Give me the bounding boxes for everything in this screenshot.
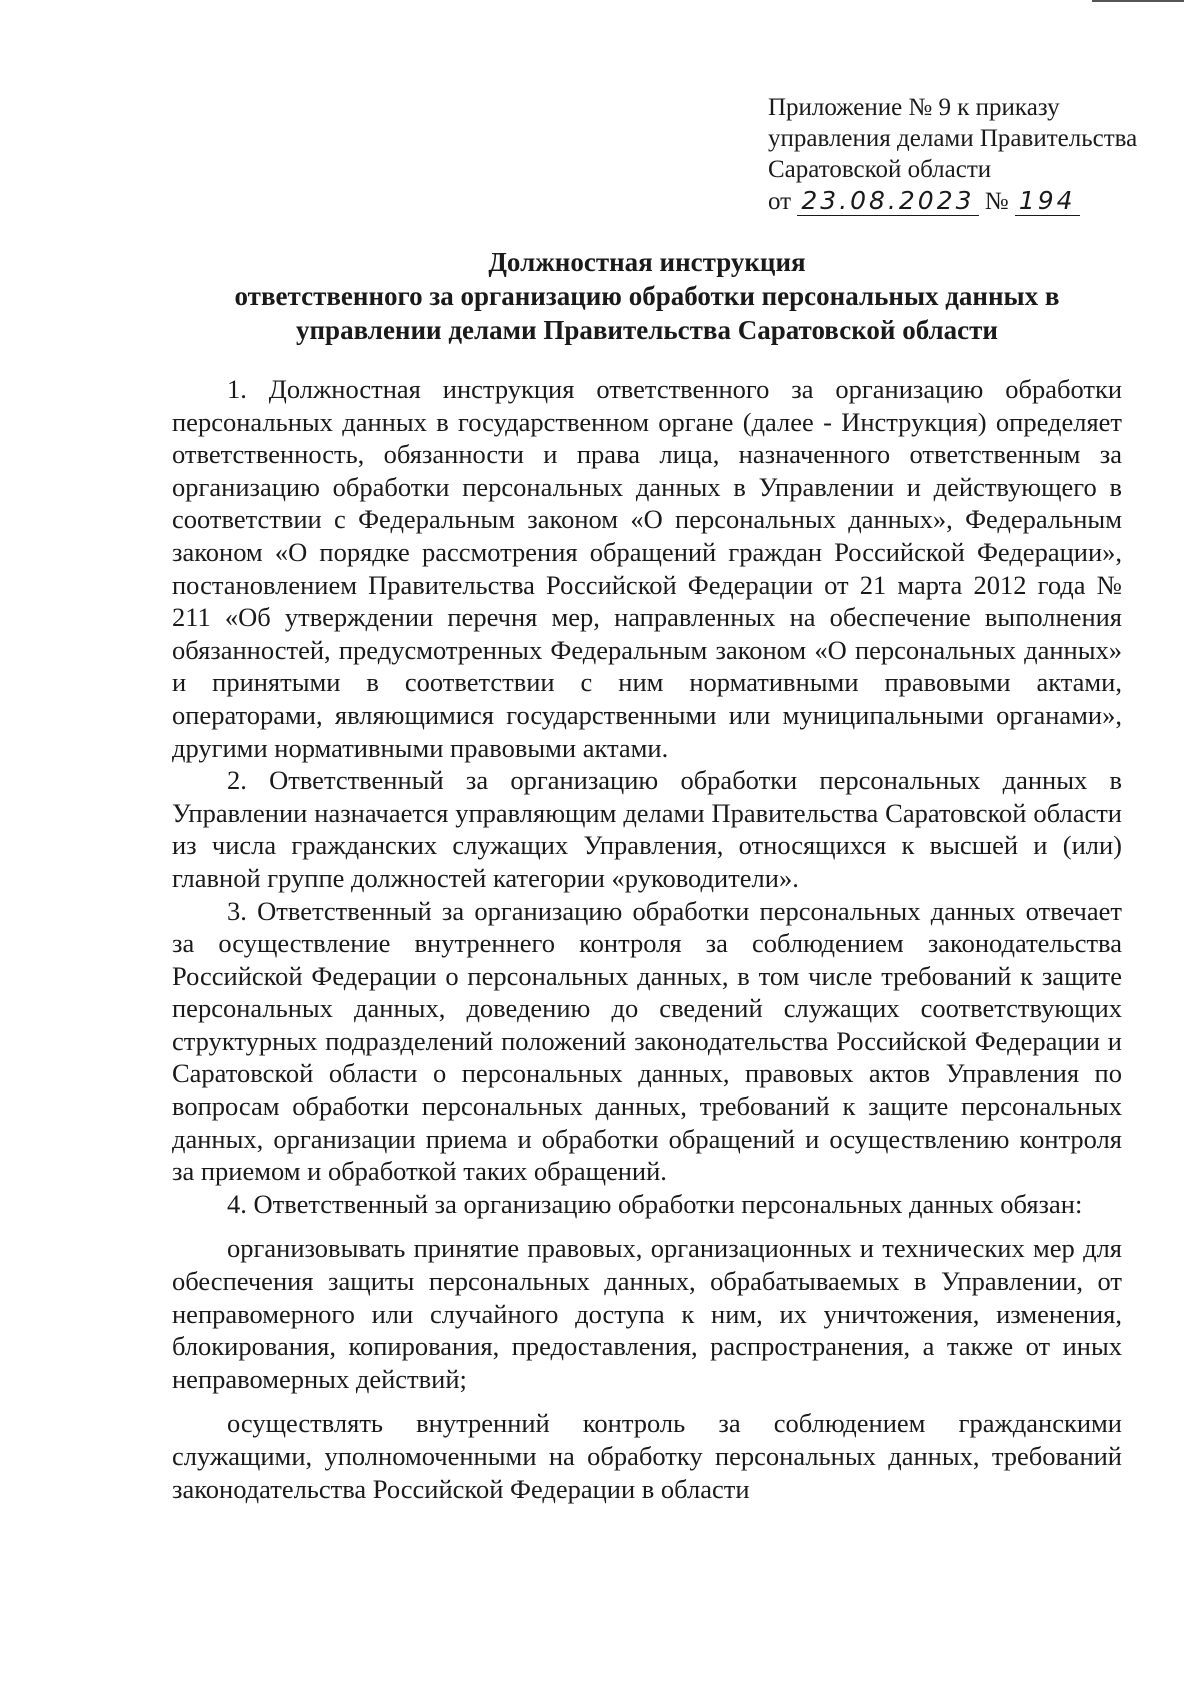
approval-line-2: управления делами Правительства — [768, 125, 1138, 152]
approval-line-1: Приложение № 9 к приказу — [768, 94, 1060, 121]
scan-edge-line — [1092, 0, 1184, 2]
handwritten-date: 23.08.2023 — [797, 186, 978, 216]
handwritten-number: 194 — [1015, 186, 1080, 216]
paragraph-6: осуществлять внутренний контроль за соблюдением гражданскими служащими, уполномоченными на обработку персональных данных, требований законодательства Российской Федерации в области — [172, 1408, 1122, 1504]
approval-line-3: Саратовской области — [768, 156, 992, 183]
approval-date-line — [768, 185, 1148, 217]
paragraph-2: 2. Ответственный за организацию обработки персональных данных в Управлении назначается управляющим делами Правительства Саратовской области из числа гражданских служащих Управления, относящихся к высшей и (или) главной группе должностей категории «руководители». — [172, 765, 1122, 893]
paragraph-3: 3. Ответственный за организацию обработки персональных данных отвечает за осуществление внутреннего контроля за соблюдением законодательства Российской Федерации о персональных данных, в том числе требований к защите персональных данных, доведению до сведений служащих соответствующих структурных подразделений положений законодательства Российской Федерации и Саратовской области о персональных данных, правовых актов Управления по вопросам обработки персональных данных, требований к защите персональных данных, организации приема и обработки обращений и осуществлению контроля за приемом и обработкой таких обращений. — [172, 895, 1122, 1187]
paragraph-4: 4. Ответственный за организацию обработки персональных данных обязан: — [227, 1188, 1083, 1219]
document-title — [172, 245, 1122, 347]
title-line-1: Должностная инструкция — [488, 247, 806, 277]
document-body — [172, 373, 1122, 1505]
date-prefix: от — [768, 188, 792, 215]
title-line-3: управлении делами Правительства Саратовской области — [296, 315, 998, 345]
paragraph-1: 1. Должностная инструкция ответственного за организацию обработки персональных данных в государственном органе (далее - Инструкция) определяет ответственность, обязанности и права лица, назначенного ответственным за организацию обработки персональных данных в Управлении и действующего в соответствии с Федеральным законом «О персональных данных», Федеральным законом «О порядке рассмотрения обращений граждан Российской Федерации», постановлением Правительства Российской Федерации от 21 марта 2012 года № 211 «Об утверждении перечня мер, направленных на обеспечение выполнения обязанностей, предусмотренных Федеральным законом «О персональных данных» и принятыми в соответствии с ним нормативными правовыми актами, операторами, являющимися государственными или муниципальными органами», другими нормативными правовыми актами. — [172, 374, 1122, 763]
approval-header-block — [768, 92, 1148, 217]
title-line-2: ответственного за организацию обработки персональных данных в — [234, 281, 1060, 311]
number-prefix: № — [984, 188, 1009, 215]
paragraph-5: организовывать принятие правовых, организационных и технических мер для обеспечения защиты персональных данных, обрабатываемых в Управлении, от неправомерного или случайного доступа к ним, их уничтожения, изменения, блокирования, копирования, предоставления, распространения, а также от иных неправомерных действий; — [172, 1233, 1122, 1394]
